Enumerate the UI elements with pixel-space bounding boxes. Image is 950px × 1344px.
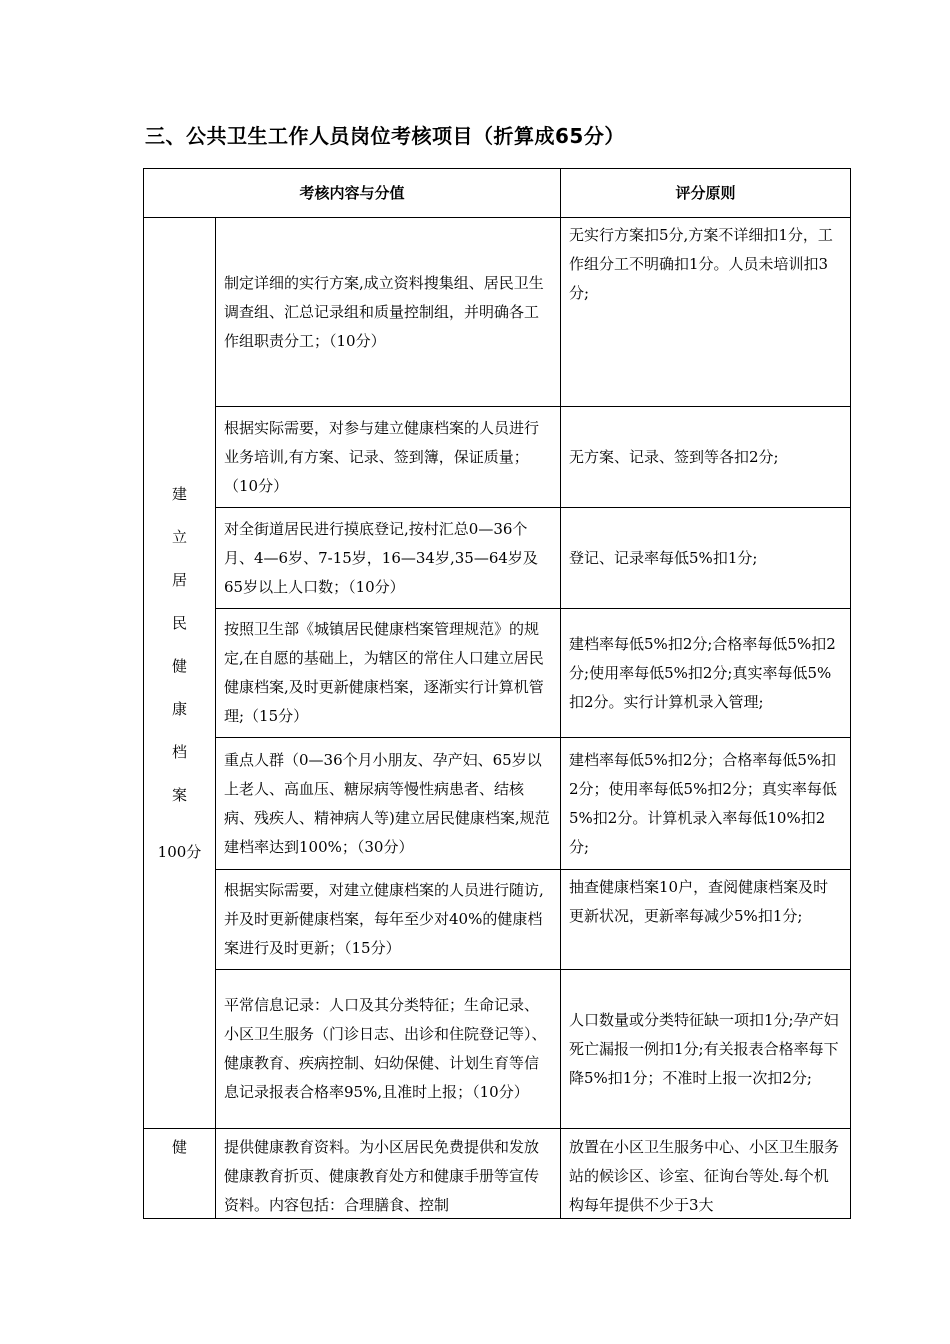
content-text: 重点人群（0—36个月小朋友、孕产妇、65岁以上老人、高血压、糖尿病等慢性病患者、结核病、残疾人、精神病人等)建立居民健康档案,规范建档率达到100%；（30分） [224,750,550,856]
row-principle [561,1129,851,1219]
table-row [144,407,851,508]
table-row [144,1129,851,1219]
row-principle [561,870,851,970]
content-text: 根据实际需要，对参与建立健康档案的人员进行业务培训,有方案、记录、签到簿，保证质量；（10分） [224,418,540,495]
category-char: 康 [171,699,187,718]
category-char: 健 [171,656,187,675]
table-row [144,738,851,870]
table-row [144,970,851,1129]
assessment-table [143,168,851,1219]
category-char: 档 [171,742,187,761]
header-content: 考核内容与分值 [144,169,561,218]
row-content [216,508,561,609]
principle-text: 无实行方案扣5分,方案不详细扣1分，工作组分工不明确扣1分。人员未培训扣3分; [569,226,833,302]
row-content [216,218,561,407]
row-content [216,407,561,508]
row-principle [561,609,851,738]
category-char: 民 [171,613,187,632]
category-char: 居 [171,570,187,589]
category-char: 案 [171,785,187,804]
principle-text: 登记、记录率每低5%扣1分; [569,548,758,567]
principle-text: 建档率每低5%扣2分;合格率每低5%扣2分;使用率每低5%扣2分;真实率每低5%扣2分。实行计算机录入管理; [569,634,836,711]
content-text: 平常信息记录：人口及其分类特征；生命记录、小区卫生服务（门诊日志、出诊和住院登记等）、健康教育、疾病控制、妇幼保健、计划生育等信息记录报表合格率95%,且准时上报；（10分） [224,996,547,1101]
content-text: 按照卫生部《城镇居民健康档案管理规范》的规定,在自愿的基础上，为辖区的常住人口建立居民健康档案,及时更新健康档案，逐渐实行计算机管理;（15分） [224,620,544,725]
category-health-education [144,1129,216,1219]
row-principle [561,970,851,1129]
table-row [144,218,851,407]
category-char: 健 [171,1138,187,1156]
principle-text: 人口数量或分类特征缺一项扣1分;孕产妇死亡漏报一例扣1分;有关报表合格率每下降5%扣1分；不准时上报一次扣2分; [569,1010,839,1087]
category-char: 立 [171,527,187,546]
table-row [144,609,851,738]
row-content [216,609,561,738]
principle-text: 无方案、记录、签到等各扣2分; [569,447,779,466]
category-char: 建 [171,484,187,503]
principle-text: 建档率每低5%扣2分；合格率每低5%扣2分；使用率每低5%扣2分；真实率每低5%扣2分。计算机录入率每低10%扣2分; [569,750,837,856]
content-text: 对全街道居民进行摸底登记,按村汇总0—36个月、4—6岁、7-15岁，16—34岁,35—64岁及65岁以上人口数；（10分） [224,519,538,596]
section-heading: 三、公共卫生工作人员岗位考核项目（折算成65分） [145,124,625,148]
row-principle [561,218,851,407]
header-principle: 评分原则 [561,169,851,218]
principle-text: 放置在小区卫生服务中心、小区卫生服务站的候诊区、诊室、征询台等处.每个机构每年提供不少于3大 [569,1138,840,1214]
row-principle [561,508,851,609]
content-text: 提供健康教育资料。为小区居民免费提供和发放健康教育折页、健康教育处方和健康手册等宣传资料。内容包括：合理膳食、控制 [224,1138,540,1214]
row-content [216,870,561,970]
row-content [216,1129,561,1219]
row-principle [561,407,851,508]
table-row [144,870,851,970]
table-row [144,508,851,609]
category-health-record [144,218,216,1129]
row-content [216,738,561,870]
table-header-row [144,169,851,218]
principle-text: 抽查健康档案10户，查阅健康档案及时更新状况，更新率每减少5%扣1分; [569,878,829,925]
content-text: 根据实际需要，对建立健康档案的人员进行随访,并及时更新健康档案，每年至少对40%的健康档案进行及时更新；（15分） [224,881,544,957]
row-content [216,970,561,1129]
content-text: 制定详细的实行方案,成立资料搜集组、居民卫生调查组、汇总记录组和质量控制组，并明确各工作组职责分工；（10分） [224,273,544,350]
row-principle [561,738,851,870]
category-score: 100分 [157,842,202,861]
